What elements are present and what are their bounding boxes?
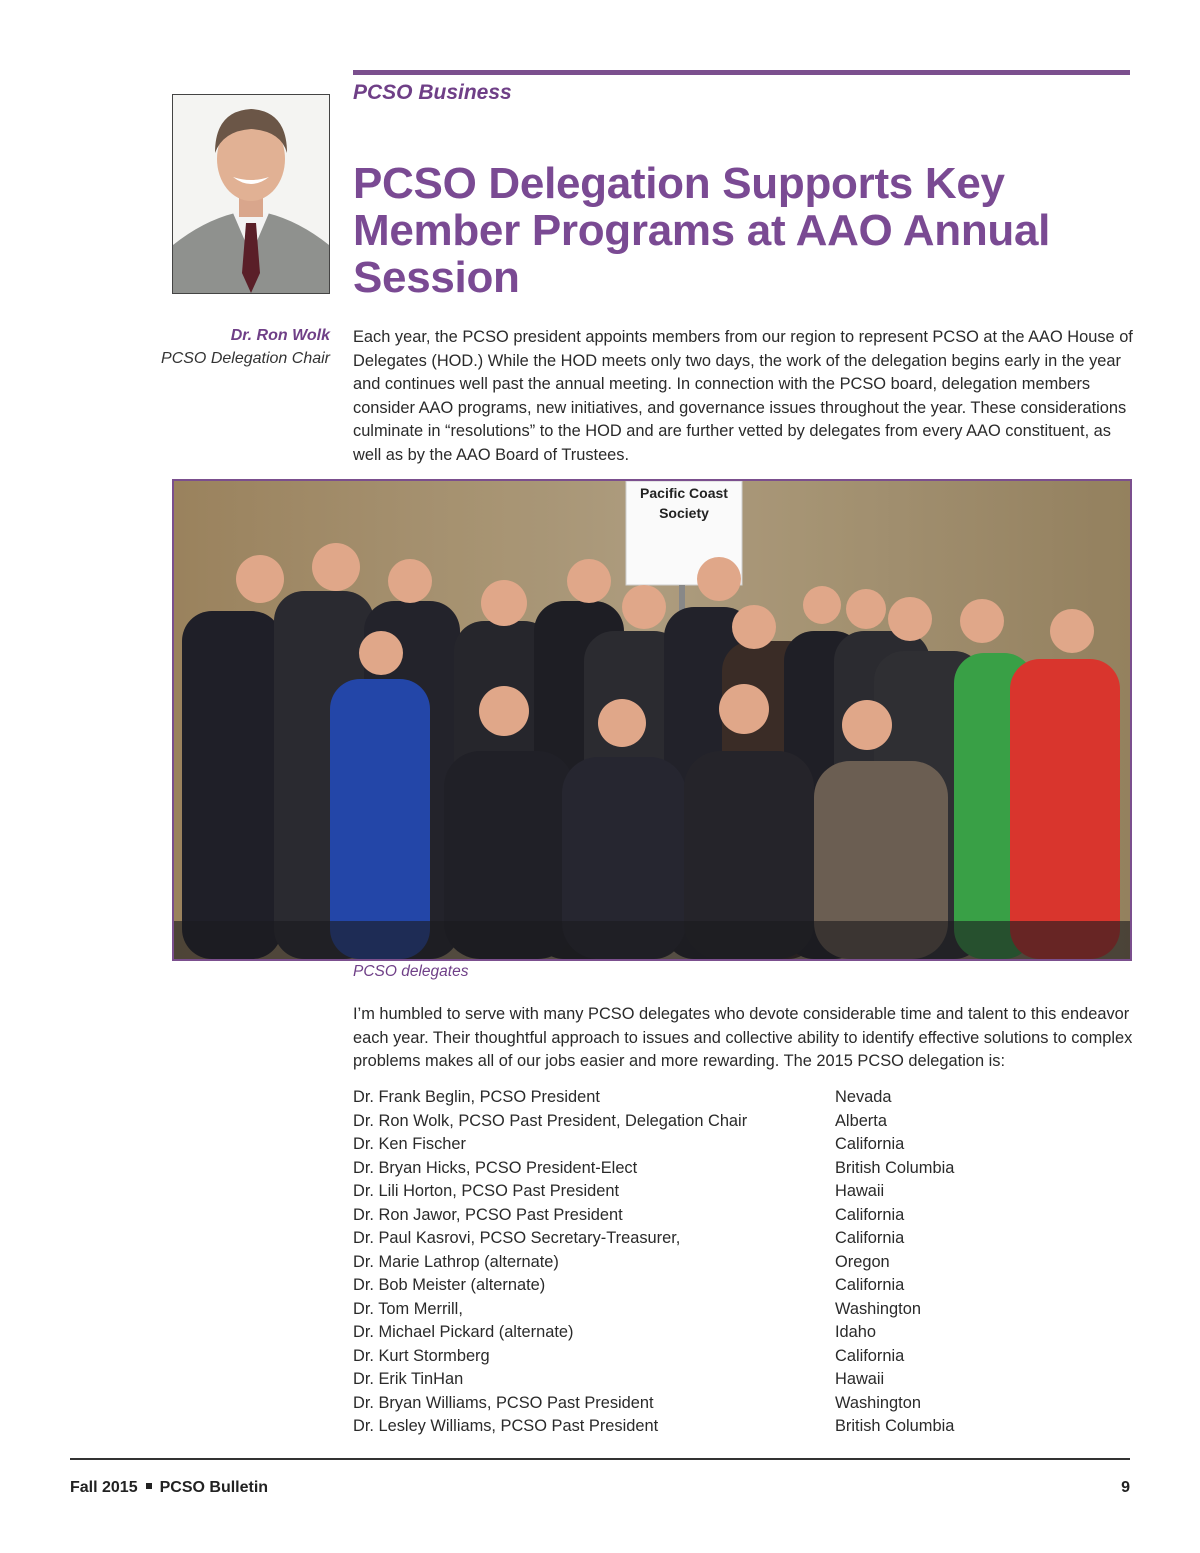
delegate-region: Nevada	[835, 1088, 892, 1106]
delegate-region: Washington	[835, 1393, 921, 1412]
delegate-name: Dr. Kurt Stormberg	[353, 1346, 490, 1365]
delegate-name: Dr. Ken Fischer	[353, 1135, 466, 1153]
delegate-name: Dr. Erik TinHan	[353, 1370, 464, 1388]
article-headline: PCSO Delegation Supports Key Member Programs at AAO Annual Session	[353, 159, 1051, 302]
list-item	[353, 1298, 1133, 1322]
delegate-region: Hawaii	[835, 1370, 885, 1388]
delegate-region: California	[835, 1346, 905, 1365]
delegate-name: Dr. Ron Jawor, PCSO Past President	[353, 1205, 623, 1224]
delegate-name: Dr. Bryan Hicks, PCSO President-Elect	[353, 1158, 638, 1177]
section-label: PCSO Business	[353, 81, 512, 104]
delegate-name: Dr. Paul Kasrovi, PCSO Secretary-Treasurer,	[353, 1229, 681, 1247]
list-item	[353, 1110, 1133, 1134]
body-paragraph: I’m humbled to serve with many PCSO delegates who devote considerable time and talent to this endeavor each year. Their thoughtful approach to issues and collective ability to identify effective solutions to complex problems makes all of our jobs easier and more rewarding. The 2015 PCSO delegation is:	[353, 1005, 1133, 1070]
delegate-region: California	[835, 1229, 905, 1247]
delegate-region: Hawaii	[835, 1182, 885, 1200]
footer-issue-date: Fall 2015	[70, 1479, 138, 1496]
list-item	[353, 1180, 1133, 1204]
delegate-region: California	[835, 1135, 905, 1153]
list-item	[353, 1251, 1133, 1275]
delegate-region: California	[835, 1205, 905, 1224]
delegate-list	[353, 1086, 1133, 1439]
list-item	[353, 1321, 1133, 1345]
footer-separator	[146, 1483, 152, 1489]
page-number: 9	[1121, 1479, 1130, 1496]
list-item	[353, 1274, 1133, 1298]
delegate-name: Dr. Bryan Williams, PCSO Past President	[353, 1393, 654, 1412]
author-name: Dr. Ron Wolk	[230, 327, 330, 344]
list-item	[353, 1157, 1133, 1181]
delegate-region: Oregon	[835, 1252, 890, 1271]
delegate-name: Dr. Ron Wolk, PCSO Past President, Delegation Chair	[353, 1111, 748, 1130]
list-item	[353, 1368, 1133, 1392]
photo-caption: PCSO delegates	[353, 963, 469, 980]
delegate-name: Dr. Tom Merrill,	[353, 1299, 463, 1318]
delegates-group-photo	[172, 479, 1132, 961]
delegate-name: Dr. Frank Beglin, PCSO President	[353, 1088, 600, 1106]
list-item	[353, 1086, 1133, 1110]
author-headshot	[172, 94, 330, 294]
delegate-name: Dr. Lesley Williams, PCSO Past President	[353, 1417, 659, 1435]
list-item	[353, 1204, 1133, 1228]
delegate-name: Dr. Bob Meister (alternate)	[353, 1276, 546, 1294]
top-rule	[353, 70, 1130, 75]
list-item	[353, 1392, 1133, 1416]
delegate-name: Dr. Lili Horton, PCSO Past President	[353, 1182, 619, 1200]
list-item	[353, 1415, 1133, 1439]
intro-paragraph: Each year, the PCSO president appoints members from our region to represent PCSO at the AAO House of Delegates (HOD.) While the HOD meets only two days, the work of the delegation begins early in the year and continues well past the annual meeting. In connection with the PCSO board, delegation members consider AAO programs, new initiatives, and governance issues throughout the year. These considerations culminate in “resolutions” to the HOD and are further vetted by delegates from every AAO constituent, as well as by the AAO Board of Trustees.	[353, 328, 1133, 464]
delegate-region: Washington	[835, 1299, 921, 1318]
list-item	[353, 1133, 1133, 1157]
list-item	[353, 1227, 1133, 1251]
delegate-name: Dr. Marie Lathrop (alternate)	[353, 1252, 559, 1271]
delegate-region: Alberta	[835, 1111, 887, 1130]
delegate-region: California	[835, 1276, 905, 1294]
delegate-region: British Columbia	[835, 1158, 955, 1177]
author-title: PCSO Delegation Chair	[161, 350, 330, 367]
delegate-region: British Columbia	[835, 1417, 955, 1435]
footer-publication: PCSO Bulletin	[159, 1479, 269, 1496]
sign-line-2: Society	[659, 505, 709, 521]
list-item	[353, 1345, 1133, 1369]
delegate-region: Idaho	[835, 1323, 877, 1341]
footer-rule	[70, 1458, 1130, 1460]
sign-line-1: Pacific Coast	[640, 485, 728, 501]
delegate-name: Dr. Michael Pickard (alternate)	[353, 1323, 574, 1341]
footer-issue	[70, 1479, 268, 1497]
